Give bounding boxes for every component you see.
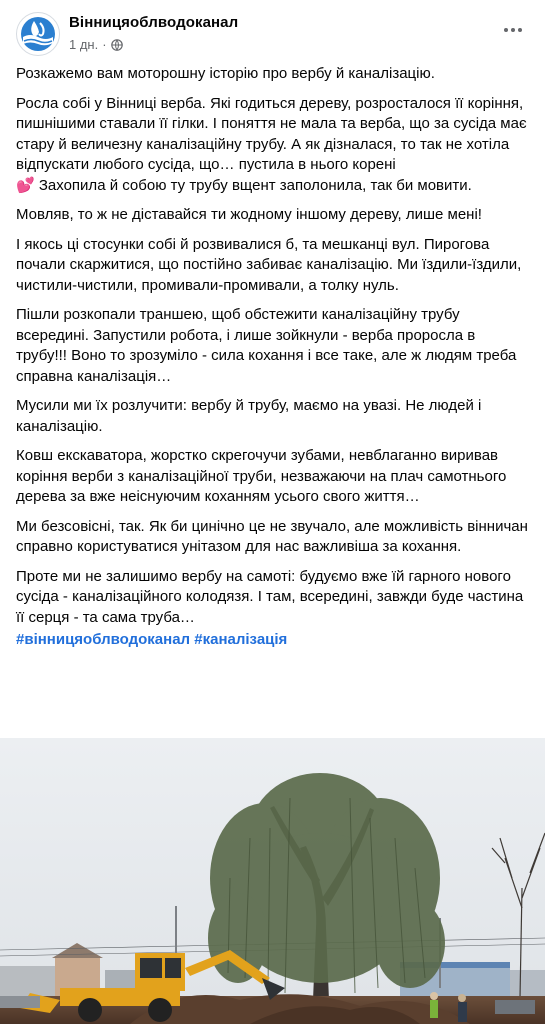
post-paragraph: Розкажемо вам моторошну історію про вербу й каналізацію. xyxy=(16,65,435,82)
hashtags xyxy=(16,630,530,651)
hashtag-link[interactable]: #каналізація xyxy=(194,631,288,648)
more-horizontal-icon xyxy=(503,27,523,33)
post-paragraph: Ми безсовісні, так. Як би цинічно це не звучало, але можливість вінничан справно користуватися унітазом для нас важливіша за кохання. xyxy=(16,517,528,555)
post-paragraph: Пішли розкопали траншею, щоб обстежити каналізаційну трубу всередині. Запустили робота, і лише зойкнули - верба проросла в трубу!!! Воно то зрозуміло - сила кохання і все таке, але ж людям треба справна каналізація… xyxy=(16,306,517,385)
post-paragraph: Проте ми не залишимо вербу на самоті: будуємо вже їй гарного нового сусіда - каналізаційного колодязя. І там, всередині, завжди буде частина її серця - та сама труба… xyxy=(16,567,524,626)
page-name[interactable]: Вінницяоблводоканал xyxy=(69,14,239,31)
hashtag-link[interactable]: #вінницяоблводоканал xyxy=(16,631,191,648)
globe-icon[interactable] xyxy=(111,39,123,51)
page-avatar[interactable] xyxy=(16,12,60,56)
post-time[interactable]: 1 дн. xyxy=(69,37,99,52)
post-header xyxy=(0,0,545,64)
vodokanal-logo-icon xyxy=(17,13,59,55)
more-options-button[interactable] xyxy=(501,18,525,42)
post-paragraph: І якось ці стосунки собі й розвивалися б, та мешканці вул. Пирогова почали скаржитися, що постійно забиває каналізацію. Ми їздили-їздили, чистили-чистили, промивали-промивали, а толку нуль. xyxy=(16,235,522,294)
post-paragraph-text: Росла собі у Вінниці верба. Які годиться дереву, розросталося її коріння, пишнішими ставали її гілки. І поняття не мала та верба, що за сусіда має стару й величезну каналізаційну трубу. А як дізналася, то так не хотіла відпускати любого сусіда, що… пустила в нього корені xyxy=(16,94,527,173)
meta-separator: · xyxy=(102,37,107,52)
heart-emoji-icon: 💕 xyxy=(16,176,35,194)
post-photo[interactable] xyxy=(0,738,545,1024)
post-meta xyxy=(69,37,123,52)
post-paragraph-text: Захопила й собою ту трубу вщент заполонила, так би мовити. xyxy=(38,176,472,194)
willow-tree-excavation-photo xyxy=(0,738,545,1024)
post-text xyxy=(16,64,530,660)
post-paragraph: Ковш екскаватора, жорстко скрегочучи зубами, невблаганно виривав коріння верби з каналізаційної труби, незважаючи на плач самотнього дерева за вже неіснуючим коханням усього свого життя… xyxy=(16,447,507,505)
post-paragraph: Мусили ми їх розлучити: вербу й трубу, маємо на увазі. Не людей і каналізацію. xyxy=(16,397,482,435)
post-paragraph: Мовляв, то ж не діставайся ти жодному іншому дереву, лише мені! xyxy=(16,206,482,223)
post-paragraph xyxy=(16,94,530,197)
